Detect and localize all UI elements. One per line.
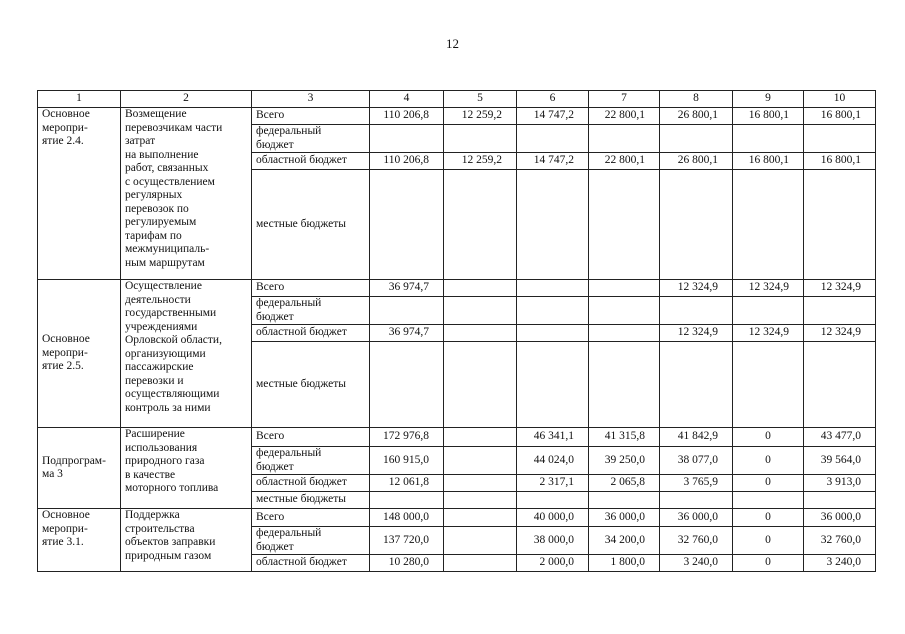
amount-cell	[370, 170, 444, 280]
amount-cell	[517, 280, 589, 297]
amount-cell: 0	[733, 447, 804, 475]
amount-cell	[444, 428, 517, 447]
amount-cell: 110 206,8	[370, 153, 444, 170]
amount-cell	[589, 280, 660, 297]
amount-cell: 10 280,0	[370, 555, 444, 572]
amount-cell	[660, 297, 733, 325]
funding-source-label: местные бюджеты	[252, 492, 370, 509]
funding-source-label: федеральный бюджет	[252, 527, 370, 555]
funding-source-label: местные бюджеты	[252, 342, 370, 428]
table-row	[38, 509, 876, 527]
amount-cell	[444, 297, 517, 325]
amount-cell: 2 317,1	[517, 475, 589, 492]
amount-cell: 2 065,8	[589, 475, 660, 492]
amount-cell: 14 747,2	[517, 153, 589, 170]
header-cell: 10	[804, 91, 876, 108]
funding-source-label: Всего	[252, 509, 370, 527]
amount-cell: 0	[733, 527, 804, 555]
amount-cell: 148 000,0	[370, 509, 444, 527]
amount-cell: 2 000,0	[517, 555, 589, 572]
program-description-cell: Поддержка строительства объектов заправки природным газом	[121, 509, 252, 572]
amount-cell	[444, 527, 517, 555]
amount-cell	[804, 342, 876, 428]
amount-cell: 36 974,7	[370, 325, 444, 342]
header-cell: 1	[38, 91, 121, 108]
amount-cell	[589, 492, 660, 509]
amount-cell: 14 747,2	[517, 108, 589, 125]
amount-cell	[370, 125, 444, 153]
amount-cell	[660, 342, 733, 428]
amount-cell	[370, 342, 444, 428]
amount-cell	[660, 170, 733, 280]
amount-cell: 12 324,9	[660, 280, 733, 297]
amount-cell	[589, 297, 660, 325]
amount-cell: 1 800,0	[589, 555, 660, 572]
amount-cell: 38 077,0	[660, 447, 733, 475]
amount-cell: 34 200,0	[589, 527, 660, 555]
amount-cell	[517, 492, 589, 509]
page-number: 12	[446, 36, 459, 51]
program-description-cell: Осуществление деятельности государственными учреждениями Орловской области, организующими пассажирские перевозки и осуществляющими контроль за ними	[121, 280, 252, 428]
amount-cell: 12 259,2	[444, 153, 517, 170]
funding-source-label: федеральный бюджет	[252, 125, 370, 153]
amount-cell: 16 800,1	[804, 108, 876, 125]
amount-cell	[733, 125, 804, 153]
funding-source-label: местные бюджеты	[252, 170, 370, 280]
amount-cell: 110 206,8	[370, 108, 444, 125]
program-code-cell: Основное меропри- ятие 2.5.	[38, 280, 121, 428]
header-cell: 3	[252, 91, 370, 108]
amount-cell: 0	[733, 428, 804, 447]
amount-cell: 3 913,0	[804, 475, 876, 492]
amount-cell: 16 800,1	[733, 153, 804, 170]
amount-cell: 137 720,0	[370, 527, 444, 555]
amount-cell: 0	[733, 475, 804, 492]
program-code-cell: Основное меропри- ятие 3.1.	[38, 509, 121, 572]
amount-cell	[444, 509, 517, 527]
amount-cell	[589, 125, 660, 153]
amount-cell	[733, 297, 804, 325]
amount-cell: 16 800,1	[804, 153, 876, 170]
amount-cell	[370, 297, 444, 325]
amount-cell	[444, 555, 517, 572]
amount-cell: 40 000,0	[517, 509, 589, 527]
program-code-cell: Подпрограм- ма 3	[38, 428, 121, 509]
amount-cell	[444, 325, 517, 342]
amount-cell	[517, 170, 589, 280]
funding-source-label: Всего	[252, 428, 370, 447]
amount-cell: 32 760,0	[660, 527, 733, 555]
amount-cell: 12 324,9	[733, 280, 804, 297]
amount-cell: 3 240,0	[804, 555, 876, 572]
funding-source-label: федеральный бюджет	[252, 297, 370, 325]
amount-cell	[589, 170, 660, 280]
amount-cell	[444, 280, 517, 297]
amount-cell	[517, 297, 589, 325]
amount-cell: 36 000,0	[660, 509, 733, 527]
funding-source-label: Всего	[252, 108, 370, 125]
amount-cell: 12 324,9	[660, 325, 733, 342]
amount-cell	[444, 170, 517, 280]
header-cell: 2	[121, 91, 252, 108]
amount-cell: 26 800,1	[660, 108, 733, 125]
amount-cell: 32 760,0	[804, 527, 876, 555]
amount-cell	[444, 342, 517, 428]
amount-cell	[444, 492, 517, 509]
header-cell: 4	[370, 91, 444, 108]
table-row	[38, 280, 876, 297]
amount-cell: 41 842,9	[660, 428, 733, 447]
funding-source-label: областной бюджет	[252, 475, 370, 492]
amount-cell: 39 250,0	[589, 447, 660, 475]
amount-cell: 172 976,8	[370, 428, 444, 447]
program-description-cell: Расширение использования природного газа в качестве моторного топлива	[121, 428, 252, 509]
amount-cell	[444, 475, 517, 492]
program-code-cell: Основное меропри- ятие 2.4.	[38, 108, 121, 280]
amount-cell: 0	[733, 555, 804, 572]
funding-source-label: областной бюджет	[252, 325, 370, 342]
amount-cell: 36 000,0	[589, 509, 660, 527]
amount-cell	[517, 125, 589, 153]
amount-cell	[370, 492, 444, 509]
amount-cell	[804, 125, 876, 153]
budget-table	[37, 90, 876, 572]
amount-cell: 46 341,1	[517, 428, 589, 447]
amount-cell	[517, 325, 589, 342]
amount-cell: 41 315,8	[589, 428, 660, 447]
amount-cell: 22 800,1	[589, 153, 660, 170]
program-description-cell: Возмещение перевозчикам части затрат на выполнение работ, связанных с осуществлением регулярных перевозок по регулируемым тарифам по межмуниципаль- ным маршрутам	[121, 108, 252, 280]
header-cell: 9	[733, 91, 804, 108]
amount-cell	[804, 297, 876, 325]
header-cell: 8	[660, 91, 733, 108]
amount-cell: 36 000,0	[804, 509, 876, 527]
amount-cell: 12 061,8	[370, 475, 444, 492]
amount-cell	[589, 342, 660, 428]
amount-cell	[804, 170, 876, 280]
amount-cell: 3 765,9	[660, 475, 733, 492]
amount-cell: 12 324,9	[804, 280, 876, 297]
amount-cell: 43 477,0	[804, 428, 876, 447]
amount-cell: 12 324,9	[804, 325, 876, 342]
amount-cell: 22 800,1	[589, 108, 660, 125]
amount-cell: 44 024,0	[517, 447, 589, 475]
header-row	[38, 91, 876, 108]
table-row	[38, 108, 876, 125]
amount-cell	[589, 325, 660, 342]
amount-cell: 12 259,2	[444, 108, 517, 125]
amount-cell: 160 915,0	[370, 447, 444, 475]
amount-cell	[660, 492, 733, 509]
amount-cell: 36 974,7	[370, 280, 444, 297]
amount-cell	[733, 492, 804, 509]
amount-cell: 39 564,0	[804, 447, 876, 475]
amount-cell	[804, 492, 876, 509]
header-cell: 7	[589, 91, 660, 108]
amount-cell: 16 800,1	[733, 108, 804, 125]
funding-source-label: областной бюджет	[252, 555, 370, 572]
amount-cell: 0	[733, 509, 804, 527]
amount-cell: 26 800,1	[660, 153, 733, 170]
amount-cell	[733, 170, 804, 280]
amount-cell: 38 000,0	[517, 527, 589, 555]
table-row	[38, 428, 876, 447]
amount-cell	[733, 342, 804, 428]
amount-cell: 12 324,9	[733, 325, 804, 342]
funding-source-label: федеральный бюджет	[252, 447, 370, 475]
funding-source-label: Всего	[252, 280, 370, 297]
header-cell: 6	[517, 91, 589, 108]
funding-source-label: областной бюджет	[252, 153, 370, 170]
amount-cell	[517, 342, 589, 428]
amount-cell: 3 240,0	[660, 555, 733, 572]
amount-cell	[444, 447, 517, 475]
amount-cell	[660, 125, 733, 153]
amount-cell	[444, 125, 517, 153]
header-cell: 5	[444, 91, 517, 108]
